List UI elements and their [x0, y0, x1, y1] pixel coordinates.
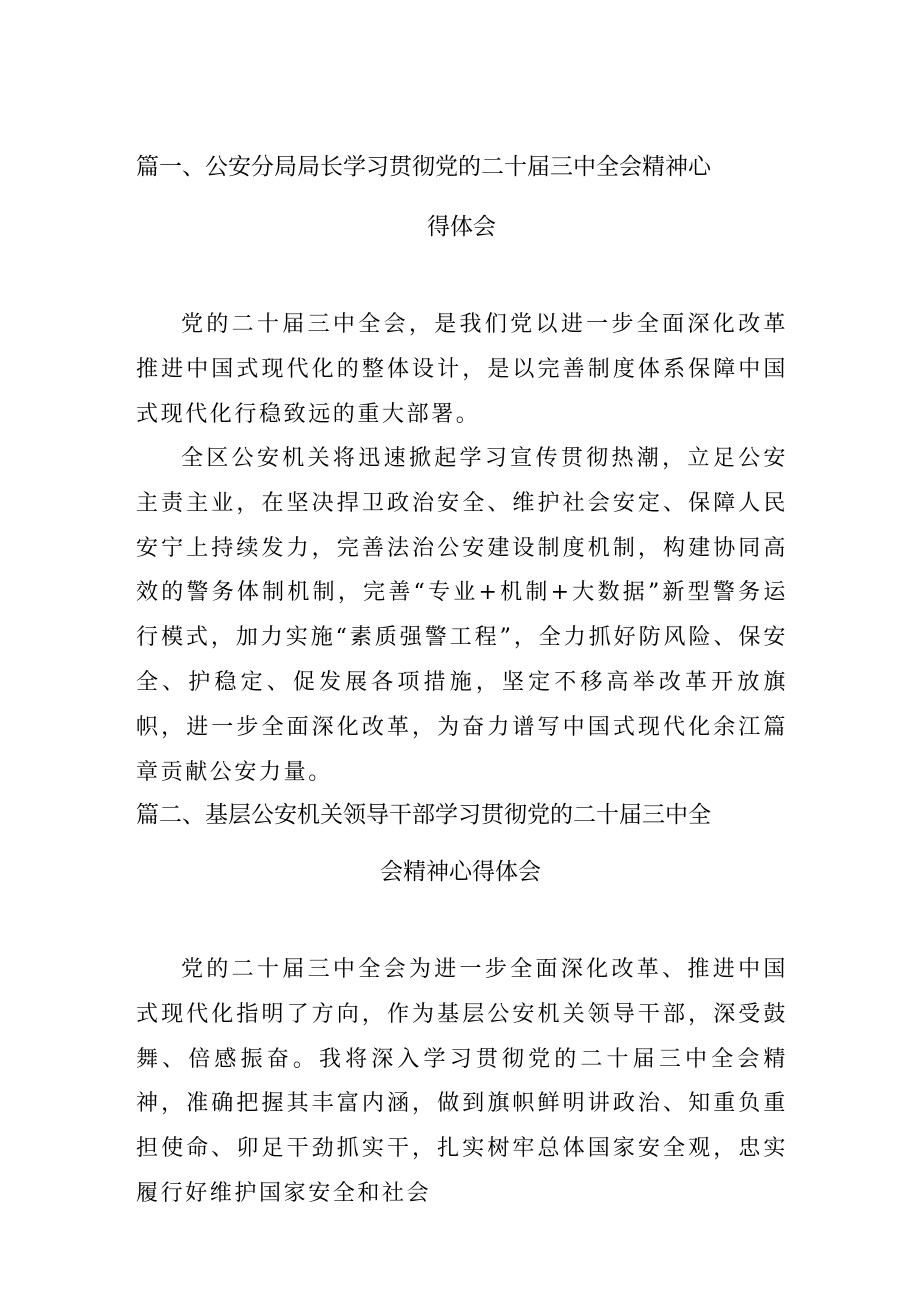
- section-1-paragraph-1: 党的二十届三中全会，是我们党以进一步全面深化改革推进中国式现代化的整体设计，是以完善制度体系保障中国式现代化行稳致远的重大部署。: [136, 312, 788, 427]
- section-1-paragraph-2: 全区公安机关将迅速掀起学习宣传贯彻热潮，立足公安主责主业，在坚决捍卫政治安全、维护社会安定、保障人民安宁上持续发力，完善法治公安建设制度机制，构建协同高效的警务体制机制，完善“专业+机制+大数据”新型警务运行模式，加力实施“素质强警工程”，全力抓好防风险、保安全、护稳定、促发展各项措施，坚定不移高举改革开放旗帜，进一步全面深化改革，为奋力谱写中国式现代化余江篇章贡献公安力量。: [136, 446, 788, 785]
- section-1-title-line-1: 篇一、公安分局局长学习贯彻党的二十届三中全会精神心: [136, 154, 711, 180]
- section-1-title-line-2: 得体会: [427, 214, 496, 240]
- section-2-title-line-2: 会精神心得体会: [380, 859, 541, 885]
- section-2-title-line-1: 篇二、基层公安机关领导干部学习贯彻党的二十届三中全: [136, 802, 711, 828]
- section-2-paragraph-1: 党的二十届三中全会为进一步全面深化改革、推进中国式现代化指明了方向，作为基层公安机关领导干部，深受鼓舞、倍感振奋。我将深入学习贯彻党的二十届三中全会精神，准确把握其丰富内涵，做到旗帜鲜明讲政治、知重负重担使命、卯足干劲抓实干，扎实树牢总体国家安全观，忠实履行好维护国家安全和社会: [136, 957, 788, 1206]
